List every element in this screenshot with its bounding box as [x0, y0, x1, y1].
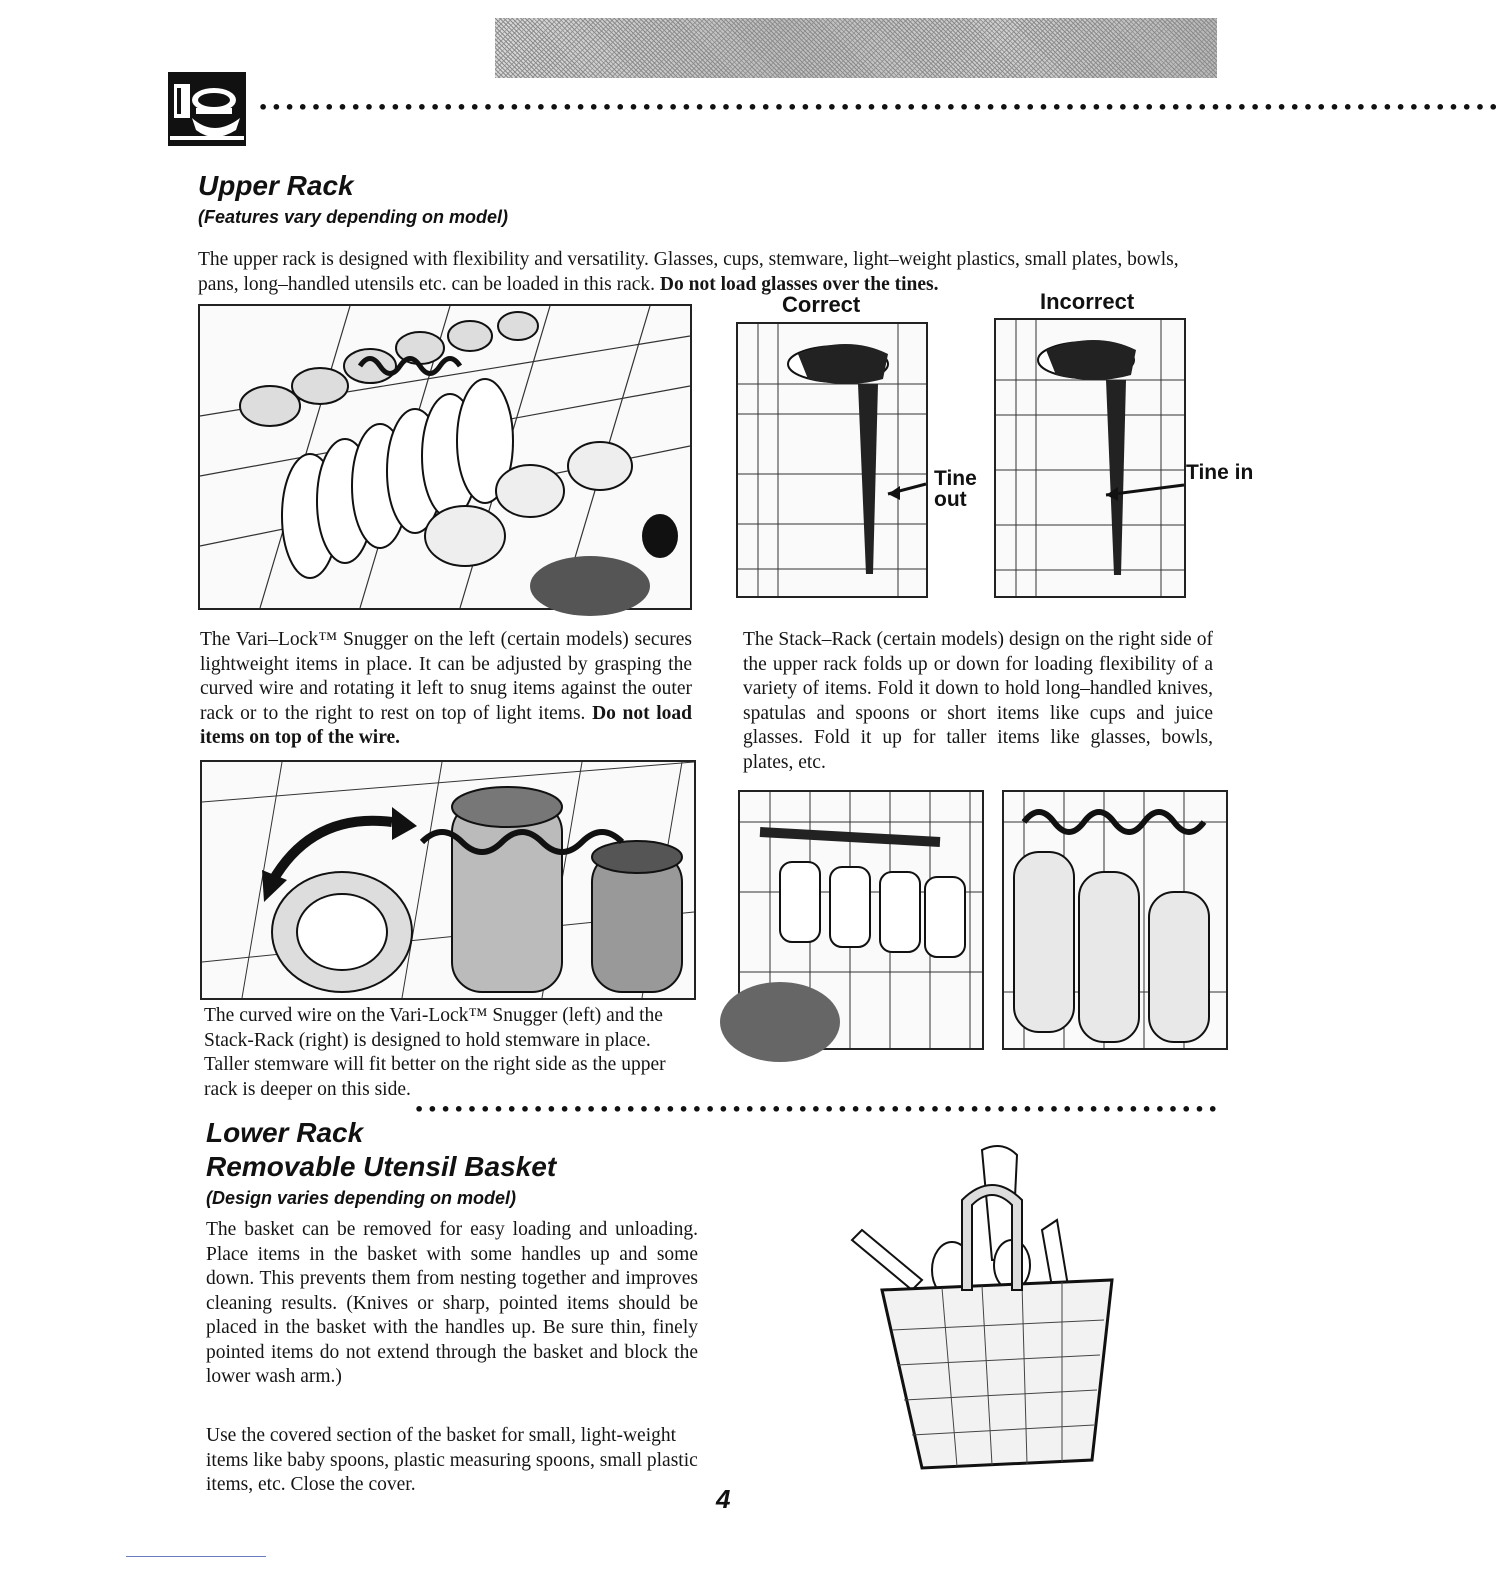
utensil-basket-title: Removable Utensil Basket — [206, 1151, 557, 1182]
incorrect-illustration — [994, 318, 1186, 598]
utensil-basket-illustration — [842, 1140, 1142, 1470]
tine-out-word-out: out — [934, 488, 967, 511]
stackrack-up-illustration — [1002, 790, 1228, 1050]
dish-rack-icon — [166, 70, 248, 148]
stackrack-paragraph: The Stack–Rack (certain models) design on the right side of the upper rack folds up or down for loading flexibility of a variety of items. Fold it down to hold long–handled knives, spatulas and spoons or short items like cups and juice glasses. Fold it up for taller items like glasses, bowls, plates, etc. — [743, 629, 1213, 773]
upper-rack-title: Upper Rack — [198, 170, 354, 201]
tine-in-label: Tine in — [1186, 461, 1254, 484]
tine-out-label — [934, 468, 977, 510]
varilock-warning: Do not load items on top of the wire. — [200, 702, 693, 748]
stackrack-down-illustration — [738, 790, 984, 1050]
utensil-basket-subtitle: (Design varies depending on model) — [206, 1188, 517, 1208]
upper-rack-subtitle: (Features vary depending on model) — [198, 207, 509, 227]
tine-out-word-tine: Tine — [934, 467, 977, 490]
basket-paragraph-1: The basket can be removed for easy loading and unloading. Place items in the basket with some handles up and some down. This prevents them from nesting together and improves cleaning results. (Knives or sharp, pointed items should be placed in the basket with the handles up. Be sure thin, finely pointed items do not extend through the basket and block the lower wash arm.) — [206, 1219, 698, 1387]
header-decorative-band — [495, 18, 1217, 78]
upper-rack-intro-warning: Do not load glasses over the tines. — [659, 273, 939, 295]
curved-wire-paragraph: The curved wire on the Vari-Lock™ Snugger (left) and the Stack-Rack (right) is designed to hold stemware in place. Taller stemware will fit better on the right side as the upper rack is deeper on this side. — [204, 1005, 666, 1100]
incorrect-label: Incorrect — [1040, 289, 1135, 314]
basket-paragraph-2: Use the covered section of the basket for small, light-weight items like baby spoons, plastic measuring spoons, small plastic items, etc. Close the cover. — [206, 1425, 698, 1495]
footer-rule — [126, 1556, 266, 1557]
correct-illustration — [736, 322, 928, 598]
header-dotted-rule: •••••••••••••••••••••••••••••••••••••••••••••••••••••••••••••••••••••••••••••••••••••••••••••• — [258, 98, 1501, 117]
correct-label: Correct — [782, 292, 861, 317]
upper-rack-intro-text: The upper rack is designed with flexibility and versatility. Glasses, cups, stemware, light–weight plastics, small plates, bowls, pans, long–handled utensils etc. can be loaded in this rack. — [198, 249, 1179, 295]
varilock-snugger-illustration — [200, 760, 696, 1000]
varilock-text: The Vari–Lock™ Snugger on the left (certain models) secures lightweight items in place. It can be adjusted by grasping the curved wire and rotating it left to snug items against the outer rack or to the right to rest on top of light items. — [200, 629, 692, 724]
lower-rack-dotted-rule: ••••••••••••••••••••••••••••••••••••••••••••••••••••••••••••• — [414, 1100, 1221, 1119]
varilock-paragraph — [200, 628, 692, 751]
page-number: 4 — [716, 1484, 731, 1514]
upper-rack-illustration — [198, 304, 692, 610]
lower-rack-title: Lower Rack — [206, 1117, 364, 1148]
